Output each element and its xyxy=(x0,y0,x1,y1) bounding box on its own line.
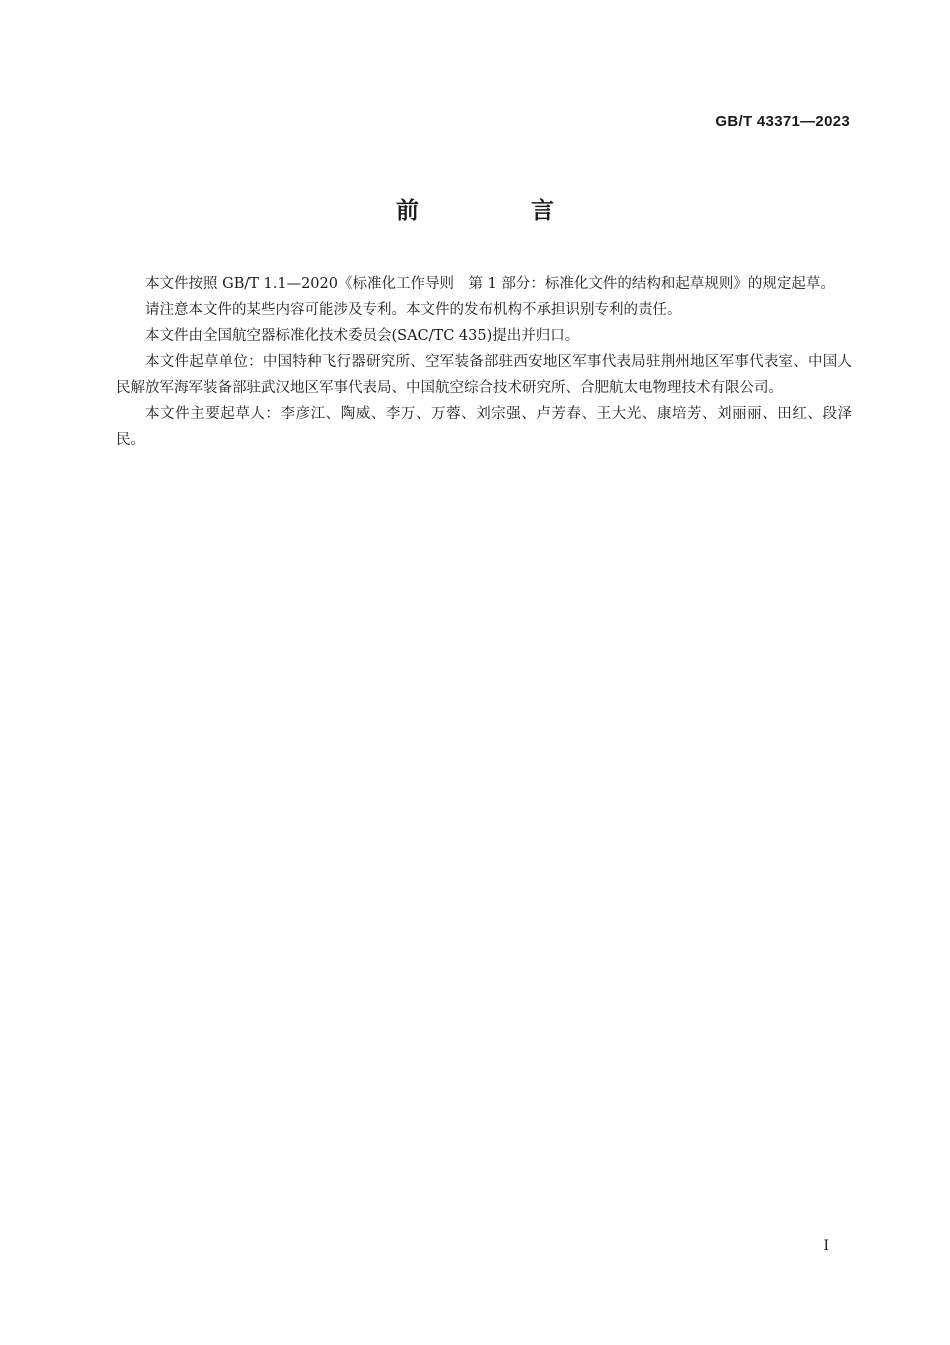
paragraph-proposer: 本文件由全国航空器标准化技术委员会(SAC/TC 435)提出并归口。 xyxy=(145,328,580,344)
page-number: I xyxy=(823,1238,829,1254)
document-number: GB/T 43371—2023 xyxy=(715,113,850,130)
foreword-body xyxy=(116,271,852,453)
paragraph-drafting-units: 本文件起草单位：中国特种飞行器研究所、空军装备部驻西安地区军事代表局驻荆州地区军事代表室、中国人民解放军海军装备部驻武汉地区军事代表局、中国航空综合技术研究所、合肥航太电物理技术有限公司。 xyxy=(116,354,852,396)
page-title: 前 言 xyxy=(395,198,606,224)
paragraph-drafters: 本文件主要起草人：李彦江、陶威、李万、万蓉、刘宗强、卢芳春、王大光、康培芳、刘丽丽、田红、段泽民。 xyxy=(116,406,852,448)
paragraph-patent-notice: 请注意本文件的某些内容可能涉及专利。本文件的发布机构不承担识别专利的责任。 xyxy=(145,302,682,318)
paragraph-drafting-rules: 本文件按照 GB/T 1.1—2020《标准化工作导则 第 1 部分：标准化文件的结构和起草规则》的规定起草。 xyxy=(145,276,835,292)
